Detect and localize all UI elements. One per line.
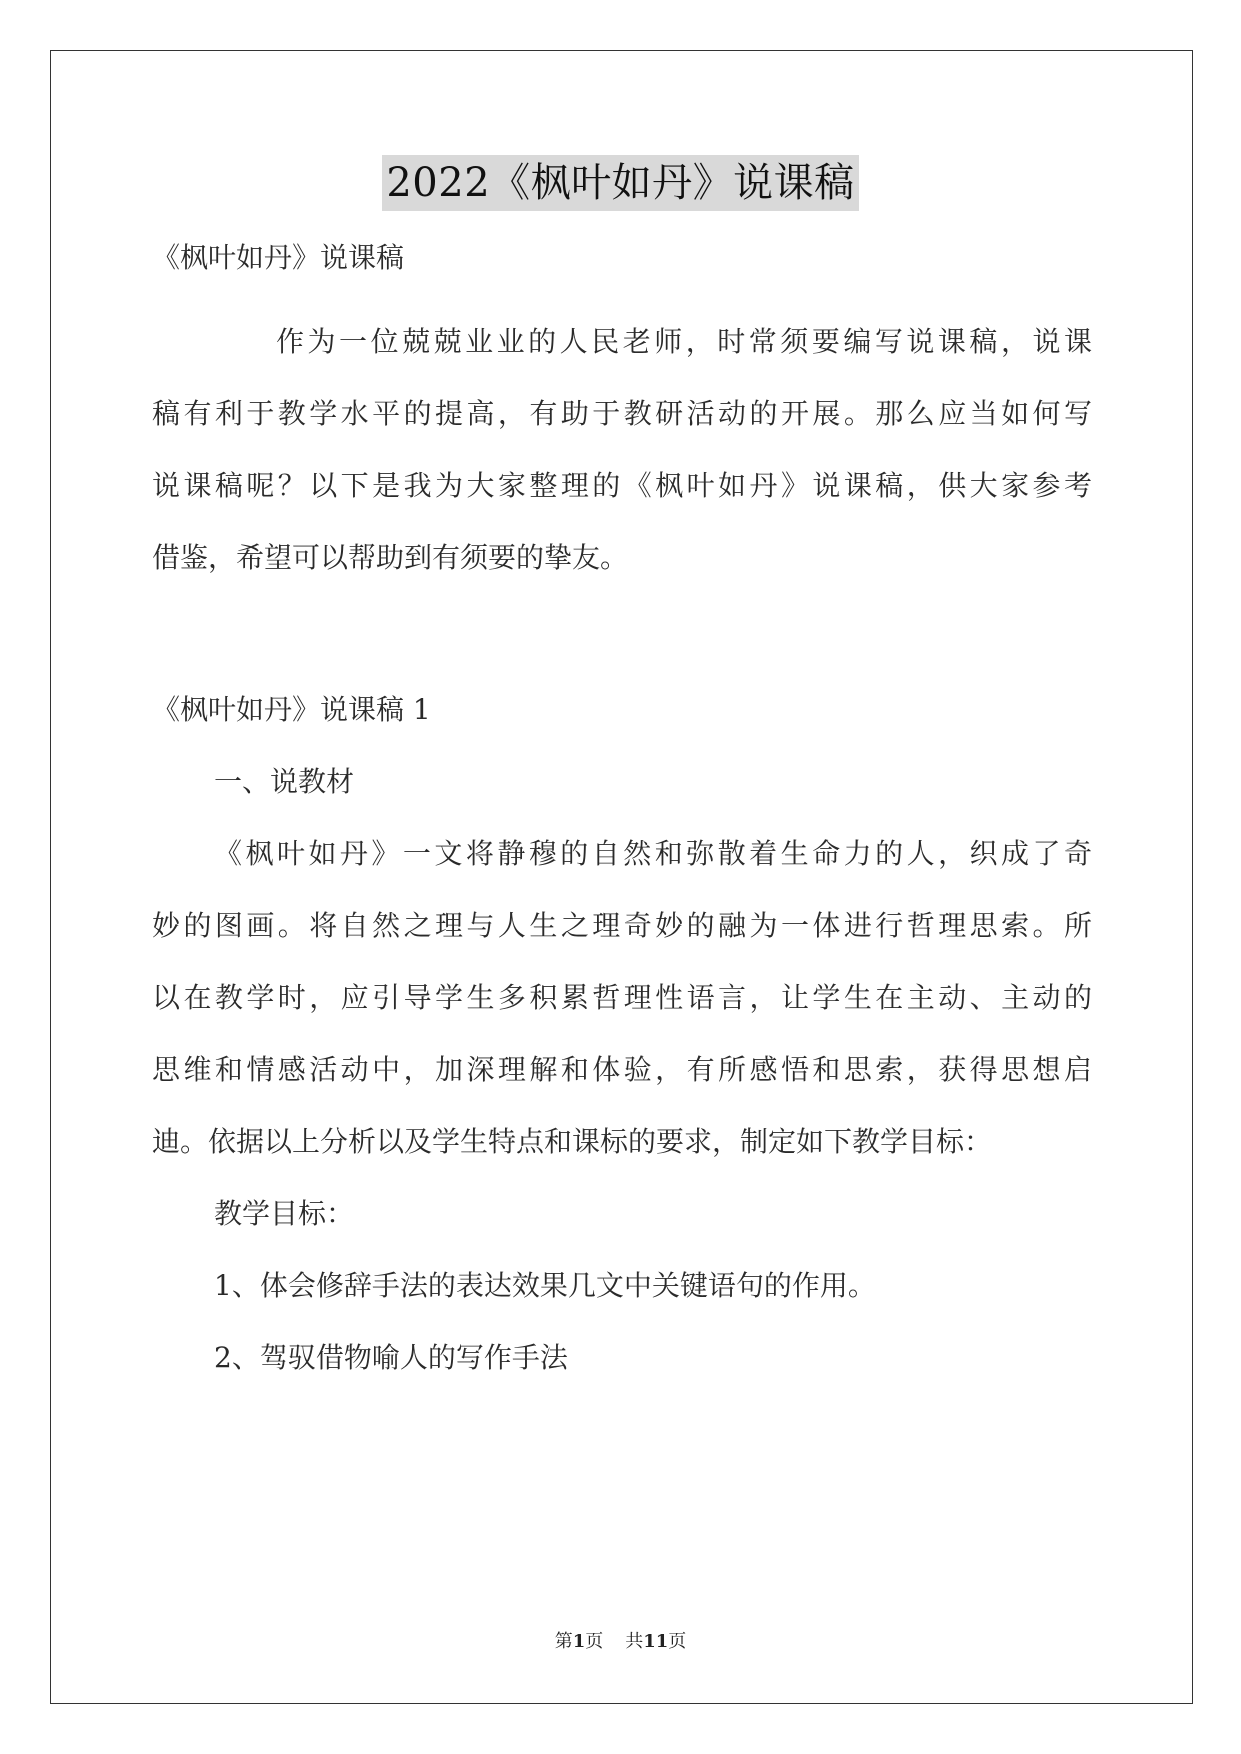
total-prefix: 共 (625, 1631, 644, 1652)
page-border (50, 50, 1193, 1704)
paragraph-line: 作为一位兢兢业业的人民老师，时常须要编写说课稿，说课 (276, 325, 1092, 358)
subsection-heading: 一、说教材 (214, 765, 355, 798)
paragraph-line: 以在教学时，应引导学生多积累哲理性语言，让学生在主动、主动的 (152, 981, 1092, 1014)
goal-item: 1、体会修辞手法的表达效果几文中关键语句的作用。 (214, 1269, 876, 1302)
paragraph-line: 《枫叶如丹》一文将静穆的自然和弥散着生命力的人，织成了奇 (214, 837, 1092, 870)
page-suffix: 页 (585, 1631, 604, 1652)
paragraph-line: 迪。依据以上分析以及学生特点和课标的要求，制定如下教学目标： (152, 1125, 993, 1158)
title-container (0, 155, 1241, 211)
goal-item: 2、驾驭借物喻人的写作手法 (214, 1341, 568, 1374)
page-total: 11 (643, 1631, 669, 1652)
subtitle-line: 《枫叶如丹》说课稿 (152, 241, 405, 274)
page-prefix: 第 (554, 1631, 573, 1652)
goals-heading: 教学目标： (214, 1197, 355, 1230)
paragraph-line: 思维和情感活动中，加深理解和体验，有所感悟和思索，获得思想启 (152, 1053, 1092, 1086)
section-heading: 《枫叶如丹》说课稿 1 (152, 693, 431, 726)
document-title: 2022《枫叶如丹》说课稿 (382, 155, 858, 211)
page-current: 1 (572, 1631, 586, 1652)
paragraph-line: 妙的图画。将自然之理与人生之理奇妙的融为一体进行哲理思索。所 (152, 909, 1092, 942)
paragraph-line: 借鉴，希望可以帮助到有须要的挚友。 (152, 541, 629, 574)
paragraph-line: 说课稿呢？以下是我为大家整理的《枫叶如丹》说课稿，供大家参考 (152, 469, 1092, 502)
page-footer (0, 1630, 1241, 1654)
paragraph-line: 稿有利于教学水平的提高，有助于教研活动的开展。那么应当如何写 (152, 397, 1092, 430)
total-suffix: 页 (668, 1631, 687, 1652)
